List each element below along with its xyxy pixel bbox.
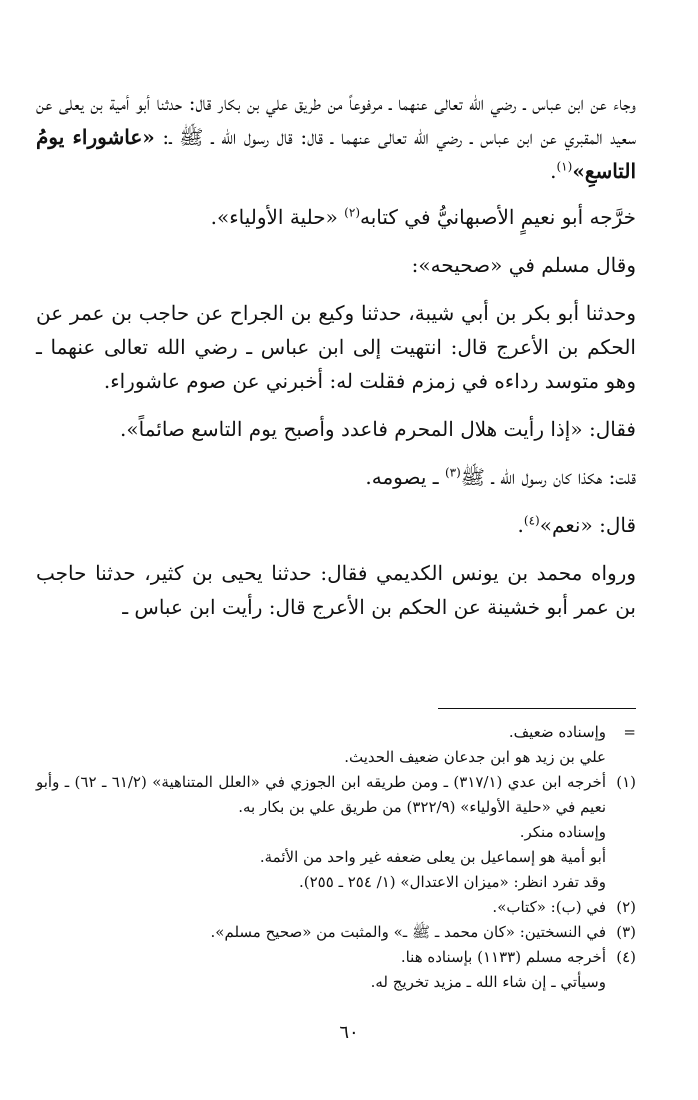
paragraph-takhrij bbox=[36, 200, 636, 234]
footnote-text: وإسناده ضعيف. bbox=[508, 723, 606, 741]
paragraph-answer: فقال: «إذا رأيت هلال المحرم فاعدد وأصبح يوم التاسع صائماً». bbox=[120, 417, 636, 441]
footnote-text: وقد تفرد انظر: «ميزان الاعتدال» (١/ ٢٥٤ ـ ٢٥٥). bbox=[299, 873, 606, 891]
main-text bbox=[36, 86, 636, 636]
footnote-1-line bbox=[36, 870, 636, 895]
footnote-number: (٤) bbox=[616, 948, 636, 966]
footnote-number: (٢) bbox=[616, 898, 636, 916]
continuation-mark: = bbox=[623, 723, 636, 741]
paragraph-text: وجاء عن ابن عباس ـ رضي الله تعالى عنهما ـ مرفوعاً من طريق علي بن بكار قال: حدثنا أبو أمية بن يعلى عن سعيد المقبري عن ابن عباس ـ رضي الله تعالى عنهما ـ قال: قال رسول الله ـ ﷺ ـ: bbox=[36, 91, 636, 149]
paragraph-text: قلت: هكذا كان رسول الله ـ ﷺ bbox=[460, 465, 636, 489]
paragraph-text: . bbox=[517, 513, 524, 537]
footnote-2 bbox=[36, 895, 636, 920]
footnote-divider bbox=[438, 708, 636, 709]
footnote-text: أخرجه ابن عدي (٣١٧/١) ـ ومن طريقه ابن الجوزي في «العلل المتناهية» (٦١/٢ ـ ٦٢) ـ وأبو نعيم في «حلية الأولياء» (٣٢٢/٩) من طريق علي بن بكار به. bbox=[36, 773, 606, 816]
footnote-number: (١) bbox=[616, 773, 636, 791]
footnote-continuation-line bbox=[36, 745, 636, 770]
footnote-text: وإسناده منكر. bbox=[519, 823, 606, 841]
page-number: ٦٠ bbox=[339, 1022, 359, 1043]
footnote-ref: (١) bbox=[556, 159, 573, 174]
paragraph-text: قال: «نعم» bbox=[539, 513, 636, 537]
footnote-4 bbox=[36, 945, 636, 970]
footnote-continuation bbox=[36, 720, 636, 745]
paragraph-isnad: وحدثنا أبو بكر بن أبي شيبة، حدثنا وكيع بن الجراح عن حاجب بن عمر عن الحكم بن الأعرج قال: انتهيت إلى ابن عباس ـ رضي الله تعالى عنهما ـ وهو متوسد رداءه في زمزم فقلت له: أخبرني عن صوم عاشوراء. bbox=[36, 301, 636, 393]
paragraph-muslim-intro: وقال مسلم في «صحيحه»: bbox=[411, 253, 636, 277]
paragraph-kudaymi: ورواه محمد بن يونس الكديمي فقال: حدثنا يحيى بن كثير، حدثنا حاجب بن عمر أبو خشينة عن الحكم بن الأعرج قال: رأيت ابن عباس ـ bbox=[36, 561, 636, 619]
footnote-text: أخرجه مسلم (١١٣٣) بإسناده هنا. bbox=[400, 948, 606, 966]
footnote-ref: (٤) bbox=[523, 513, 540, 528]
footnote-ref: (٢) bbox=[344, 205, 360, 220]
footnote-1 bbox=[36, 770, 636, 820]
footnote-text: وسيأتي ـ إن شاء الله ـ مزيد تخريج له. bbox=[370, 973, 606, 991]
paragraph-text: ـ يصومه. bbox=[365, 465, 445, 489]
hadith-quote: «عاشوراء يومُ التاسعِ» bbox=[36, 125, 636, 183]
footnote-text: علي بن زيد هو ابن جدعان ضعيف الحديث. bbox=[344, 748, 606, 766]
footnotes bbox=[36, 720, 636, 995]
paragraph-text: خرَّجه أبو نعيمٍ الأصبهانيُّ في كتابه bbox=[360, 205, 636, 229]
footnote-4-line bbox=[36, 970, 636, 995]
footnote-text: أبو أمية هو إسماعيل بن يعلى ضعفه غير واحد من الأئمة. bbox=[259, 848, 606, 866]
footnote-text: في النسختين: «كان محمد ـ ﷺ ـ» والمثبت من «صحيح مسلم». bbox=[210, 923, 606, 941]
footnote-1-line bbox=[36, 845, 636, 870]
paragraph-ibn-abbas-marfu bbox=[36, 86, 636, 188]
paragraph-text: . bbox=[550, 159, 557, 183]
paragraph-yes bbox=[36, 508, 636, 542]
paragraph-text: «حلية الأولياء». bbox=[210, 205, 345, 229]
footnote-1-line bbox=[36, 820, 636, 845]
footnote-3 bbox=[36, 920, 636, 945]
paragraph-question bbox=[36, 460, 636, 494]
footnote-number: (٣) bbox=[616, 923, 636, 941]
footnote-text: في (ب): «كتاب». bbox=[492, 898, 606, 916]
footnote-ref: (٣) bbox=[444, 465, 461, 480]
